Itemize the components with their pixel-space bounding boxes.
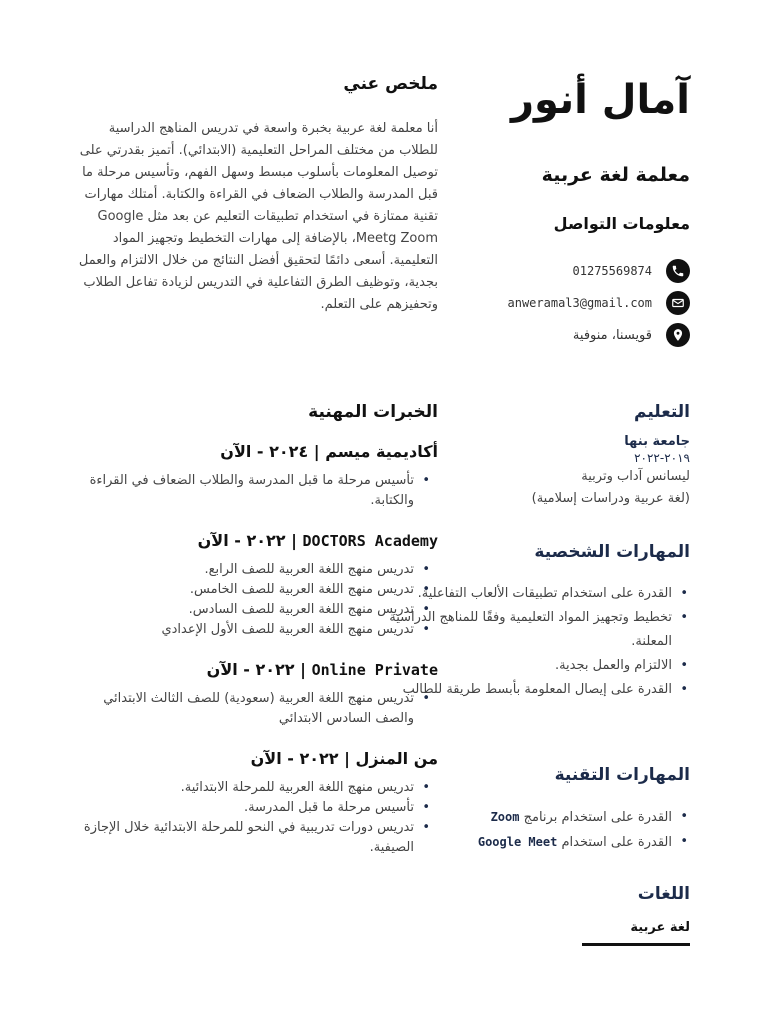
email-address: anweramal3@gmail.com (507, 296, 652, 310)
languages-section (580, 884, 690, 946)
list-item: • تدريس منهج اللغة العربية للمرحلة الابتدائية. (66, 778, 414, 798)
job-title: معلمة لغة عربية (541, 164, 690, 186)
list-item: • تأسيس مرحلة ما قبل المدرسة. (66, 798, 414, 818)
tech-tool-name: Google Meet (477, 835, 558, 849)
education-years: ٢٠١٩-٢٠٢٢ (634, 451, 690, 465)
tech-skill-text: القدرة على استخدام (561, 835, 672, 850)
list-item: • تخطيط وتجهيز المواد التعليمية وفقًا للمناهج الدراسية المعلنة. (370, 606, 672, 654)
degree-line-1: ليسانس آداب وتربية (581, 469, 690, 484)
job-3-duties (66, 689, 438, 729)
education-heading: التعليم (634, 402, 690, 422)
list-item: • تدريس منهج اللغة العربية (سعودية) للصف الثالث الابتدائي والصف السادس الابتدائي (66, 689, 414, 729)
language-item: لغة عربية (630, 920, 690, 935)
personal-skills-heading: المهارات الشخصية (534, 542, 690, 562)
summary-heading: ملخص عني (343, 74, 438, 94)
email-icon (666, 291, 690, 315)
job-2-duties (66, 560, 438, 640)
phone-icon (666, 259, 690, 283)
contact-location (450, 323, 690, 347)
job-2-title (66, 531, 438, 550)
experience-heading: الخبرات المهنية (308, 402, 438, 422)
job-3-org: Online Private (311, 661, 438, 679)
language-level-bar (582, 943, 690, 946)
list-item: • القدرة على استخدام تطبيقات الألعاب التفاعلية. (370, 582, 672, 606)
university-name: جامعة بنها (624, 434, 690, 449)
list-item: • القدرة على إيصال المعلومة بأبسط طريقة للطالب (370, 678, 672, 702)
phone-number: 01275569874 (572, 264, 652, 278)
degree-line-2: (لغة عربية ودراسات إسلامية) (531, 491, 690, 506)
list-item: • تدريس منهج اللغة العربية للصف الرابع. (66, 560, 414, 580)
experience-section (66, 402, 438, 858)
tech-skills-heading: المهارات التقنية (554, 765, 690, 785)
list-item: • تأسيس مرحلة ما قبل المدرسة والطلاب الضعاف في القراءة والكتابة. (66, 471, 414, 511)
job-2-org: DOCTORS Academy (302, 532, 438, 550)
job-3-title (66, 660, 438, 679)
list-item: • الالتزام والعمل بجدية. (370, 654, 672, 678)
contact-phone (450, 259, 690, 283)
person-name: آمال أنور (511, 77, 690, 123)
list-item: • تدريس منهج اللغة العربية للصف الخامس. (66, 580, 414, 600)
tech-skill-text: القدرة على استخدام برنامج (523, 810, 672, 825)
summary-text: أنا معلمة لغة عربية بخبرة واسعة في تدريس المناهج الدراسية للطلاب من مختلف المراحل التعليمية (الابتدائي). أتميز بقدرتي على توصيل المعلومات بأسلوب مبسط وسهل الفهم، وتأسيس مرحلة ما قبل المدرسة والطلاب الضعاف في القراءة والكتابة. أمتلك مهارات تقنية ممتازة في استخدام تطبيقات التعليم عن بعد مثل Google Meetg Zoom، بالإضافة إلى مهارات التخطيط وتجهيز المواد التعليمية. أسعى دائمًا لتحقيق أفضل النتائج من خلال الالتزام والعمل بجدية، وتوظيف الطرق التفاعلية في التدريس لزيادة تفاعل الطلاب وتحفيزهم على التعلم. (78, 121, 438, 312)
list-item: • تدريس دورات تدريبية في النحو للمرحلة الابتدائية خلال الإجازة الصيفية. (66, 818, 414, 858)
job-4-duties (66, 778, 438, 858)
job-4-title: من المنزل | ٢٠٢٢ - الآن (250, 749, 438, 768)
job-2-period: | ٢٠٢٢ - الآن (197, 531, 297, 550)
languages-heading: اللغات (637, 884, 690, 904)
contact-heading: معلومات التواصل (553, 214, 690, 233)
contact-email (450, 291, 690, 315)
contact-list (450, 259, 690, 347)
location-pin-icon (666, 323, 690, 347)
list-item: • تدريس منهج اللغة العربية للصف الأول الإعدادي (66, 620, 414, 640)
header-column (450, 60, 690, 355)
tech-tool-name: Zoom (490, 810, 520, 824)
job-1-duties (66, 471, 438, 511)
job-3-period: | ٢٠٢٢ - الآن (206, 660, 306, 679)
summary-section (66, 74, 438, 316)
list-item: • تدريس منهج اللغة العربية للصف السادس. (66, 600, 414, 620)
job-1-title: أكاديمية ميسم | ٢٠٢٤ - الآن (220, 442, 438, 461)
location-text: قويسنا، منوفية (572, 327, 652, 343)
